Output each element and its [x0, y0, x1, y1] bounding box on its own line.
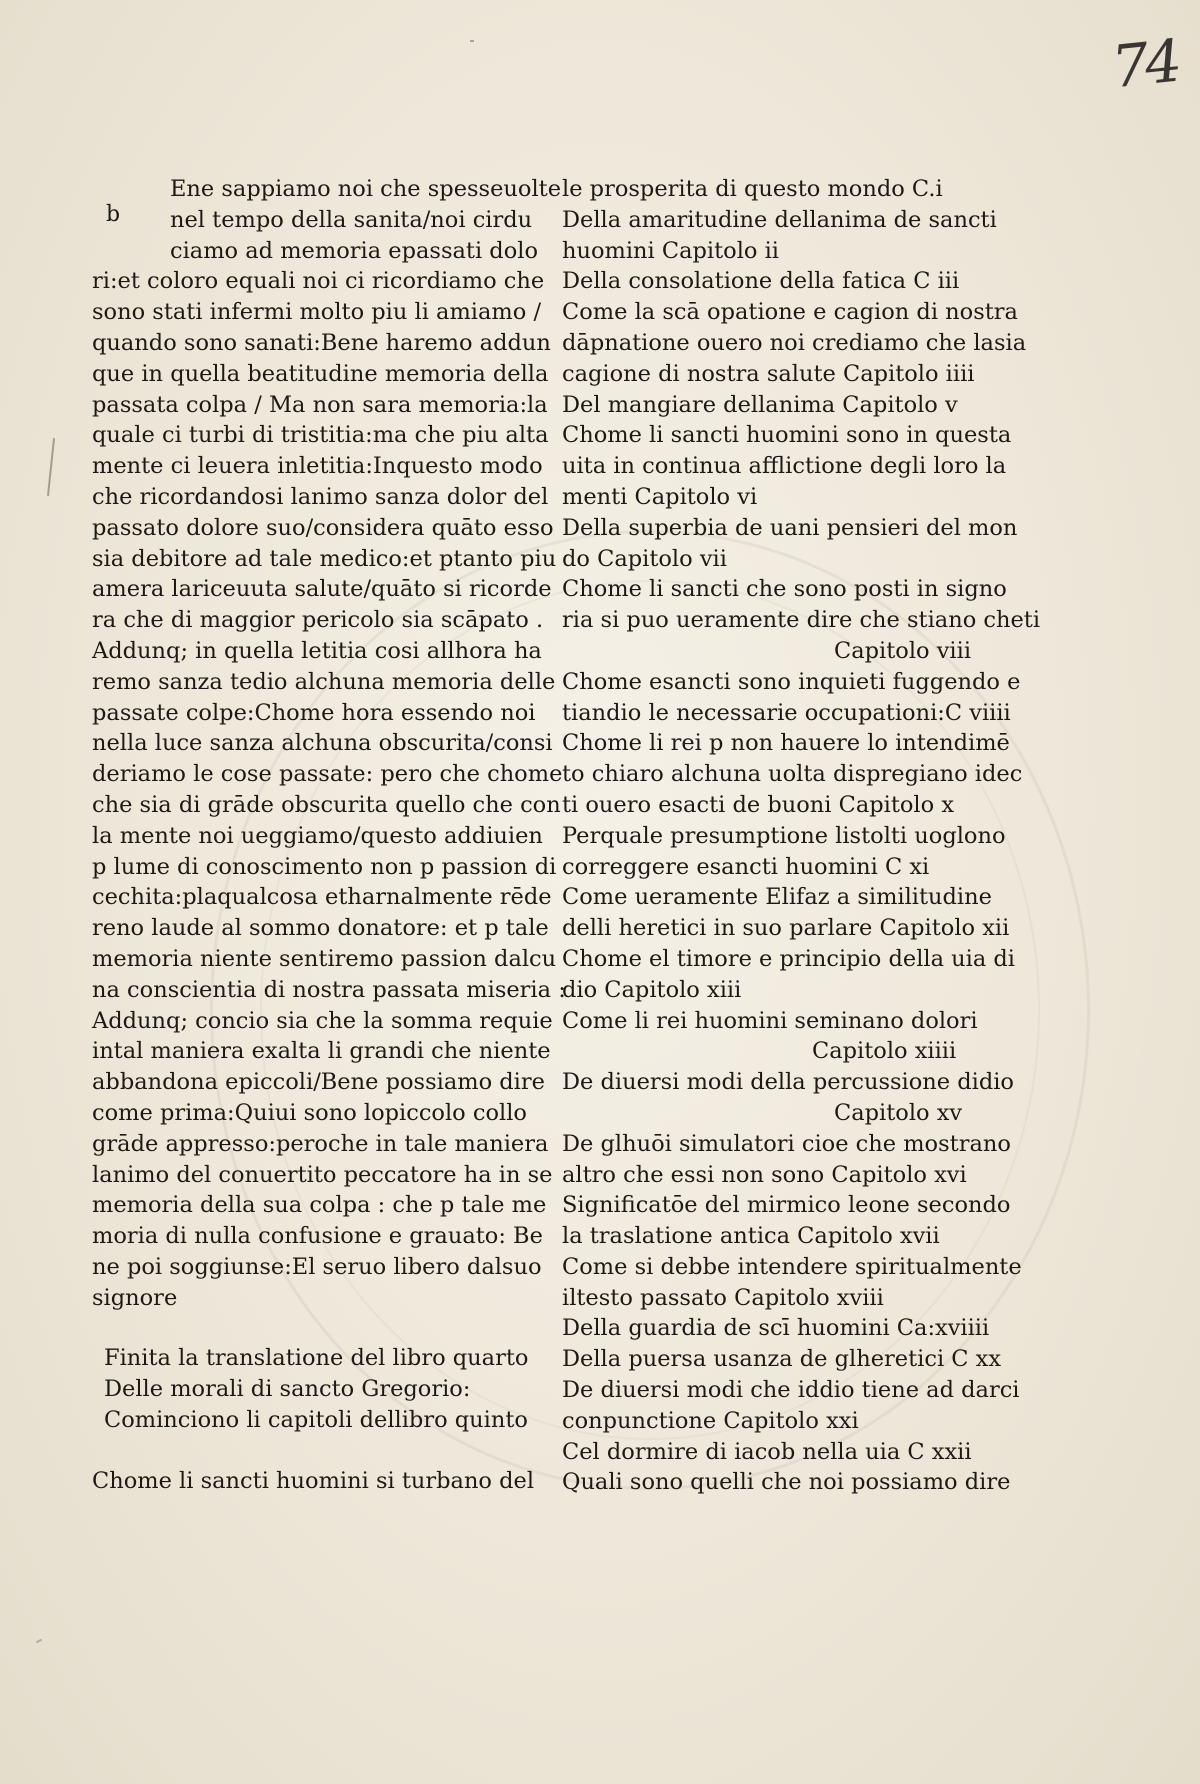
text-line: p lume di conoscimento non p passion di — [92, 853, 557, 880]
chapter-entry: la traslatione antica Capitolo xvii — [562, 1223, 940, 1250]
text-line: signore — [92, 1284, 178, 1311]
chapter-entry: Come la scā opatione e cagion di nostra — [562, 299, 1018, 326]
chapter-entry: Cel dormire di iacob nella uia C xxii — [562, 1438, 972, 1465]
text-line: sono stati infermi molto piu li amiamo / — [92, 299, 542, 326]
text-line: na conscientia di nostra passata miseria : — [92, 976, 566, 1003]
chapter-entry: Della amaritudine dellanima de sancti — [562, 206, 997, 233]
chapter-entry: De diuersi modi che iddio tiene ad darci — [562, 1377, 1020, 1404]
colophon-line: Finita la translatione del libro quarto — [104, 1345, 529, 1372]
text-line: mente ci leuera inletitia:Inquesto modo — [92, 453, 543, 480]
text-line: ne poi soggiunse:El seruo libero dalsuo — [92, 1253, 542, 1280]
chapter-entry: Capitolo xiiii — [812, 1038, 957, 1065]
chapter-entry: Come li rei huomini seminano dolori — [562, 1007, 978, 1034]
chapter-entry: Capitolo viii — [834, 637, 972, 664]
chapter-entry: dio Capitolo xiii — [562, 976, 742, 1003]
text-line: ri:et coloro equali noi ci ricordiamo che — [92, 268, 545, 295]
chapter-entry: Della puersa usanza de glheretici C xx — [562, 1346, 1002, 1373]
colophon-line: Delle morali di sancto Gregorio: — [104, 1376, 471, 1403]
chapter-entry: ria si puo ueramente dire che stiano cheti — [562, 607, 1041, 634]
text-line: passato dolore suo/considera quāto esso — [92, 514, 554, 541]
chapter-entry: altro che essi non sono Capitolo xvi — [562, 1161, 967, 1188]
chapter-entry: to chiaro alchuna uolta dispregiano idec — [562, 761, 1023, 788]
text-line: passate colpe:Chome hora essendo noi — [92, 699, 536, 726]
chapter-entry: Del mangiare dellanima Capitolo v — [562, 391, 958, 418]
text-line: memoria della sua colpa : che p tale me — [92, 1192, 547, 1219]
chapter-entry: Della superbia de uani pensieri del mon — [562, 514, 1018, 541]
paper-speck — [470, 40, 474, 42]
chapter-entry: conpunctione Capitolo xxi — [562, 1407, 859, 1434]
text-line: cechita:plaqualcosa etharnalmente rēde — [92, 884, 552, 911]
chapter-entry: Chome el timore e principio della uia di — [562, 945, 1015, 972]
chapter-entry: De diuersi modi della percussione didio — [562, 1069, 1014, 1096]
chapter-entry: Della guardia de scī huomini Ca:xviiii — [562, 1315, 990, 1342]
text-line: passata colpa / Ma non sara memoria:la — [92, 391, 548, 418]
chapter-entry: uita in continua afflictione degli loro la — [562, 453, 1007, 480]
margin-mark — [47, 438, 55, 496]
text-line: che ricordandosi lanimo sanza dolor del — [92, 483, 549, 510]
chapter-entry: ti ouero esacti de buoni Capitolo x — [562, 791, 955, 818]
text-line: nel tempo della sanita/noi cirdu — [170, 206, 533, 233]
chapter-entry: correggere esancti huomini C xi — [562, 853, 930, 880]
left-text-column — [92, 174, 566, 1497]
chapter-entry: huomini Capitolo ii — [562, 237, 780, 264]
chapter-entry: iltesto passato Capitolo xviii — [562, 1284, 884, 1311]
text-line: nella luce sanza alchuna obscurita/consi — [92, 730, 553, 757]
chapter-entry: tiandio le necessarie occupationi:C viiii — [562, 699, 1011, 726]
chapter-entry: delli heretici in suo parlare Capitolo xii — [562, 915, 1010, 942]
text-line: deriamo le cose passate: pero che chome — [92, 761, 563, 788]
paragraph-gap — [92, 1436, 566, 1466]
text-line: quale ci turbi di tristitia:ma che piu alta — [92, 422, 549, 449]
chapter-entry: Chome li sancti che sono posti in signo — [562, 576, 1007, 603]
chapter-entry: cagione di nostra salute Capitolo iiii — [562, 360, 975, 387]
paper-speck — [36, 1639, 42, 1644]
text-line: lanimo del conuertito peccatore ha in se — [92, 1161, 553, 1188]
text-line: sia debitore ad tale medico:et ptanto piu — [92, 545, 557, 572]
text-line: Addunq; in quella letitia cosi allhora ha — [92, 637, 542, 664]
text-line: Ene sappiamo noi che spesseuolte — [170, 176, 562, 202]
text-line: ciamo ad memoria epassati dolo — [170, 237, 538, 264]
right-text-column — [562, 174, 1040, 1498]
colophon-line: Cominciono li capitoli dellibro quinto — [104, 1407, 528, 1434]
text-line: intal maniera exalta li grandi che niente — [92, 1038, 551, 1065]
chapter-entry: menti Capitolo vi — [562, 483, 758, 510]
text-line: che sia di grāde obscurita quello che con — [92, 791, 561, 818]
chapter-entry: le prosperita di questo mondo C.i — [562, 176, 943, 202]
initial-guide-letter: b — [106, 202, 121, 227]
text-line: abbandona epiccoli/Bene possiamo dire — [92, 1069, 545, 1096]
text-line: ra che di maggior pericolo sia scāpato . — [92, 607, 544, 634]
folio-number: 74 — [1108, 26, 1182, 102]
chapter-one-title-start: Chome li sancti huomini si turbano del — [92, 1467, 535, 1494]
text-line: amera lariceuuta salute/quāto si ricorde — [92, 576, 552, 603]
chapter-entry: Chome li sancti huomini sono in questa — [562, 422, 1012, 449]
text-line: reno laude al sommo donatore: et p tale — [92, 915, 549, 942]
text-line: remo sanza tedio alchuna memoria delle — [92, 668, 556, 695]
chapter-entry: Significatōe del mirmico leone secondo — [562, 1192, 1011, 1219]
text-line: memoria niente sentiremo passion dalcu — [92, 945, 557, 972]
text-line: Addunq; concio sia che la somma requie — [92, 1007, 553, 1034]
chapter-entry: do Capitolo vii — [562, 545, 727, 572]
text-line: quando sono sanati:Bene haremo addun — [92, 329, 551, 356]
chapter-entry: Perquale presumptione listolti uoglono — [562, 822, 1006, 849]
text-line: moria di nulla confusione e grauato: Be — [92, 1223, 543, 1250]
chapter-entry: Capitolo xv — [834, 1099, 963, 1126]
chapter-entry: Della consolatione della fatica C iii — [562, 268, 960, 295]
text-line: que in quella beatitudine memoria della — [92, 360, 549, 387]
text-line: la mente noi ueggiamo/questo addiuien — [92, 822, 543, 849]
chapter-entry: Chome esancti sono inquieti fuggendo e — [562, 668, 1021, 695]
paragraph-gap — [92, 1313, 566, 1343]
chapter-entry: De glhuōi simulatori cioe che mostrano — [562, 1130, 1011, 1157]
text-line: come prima:Quiui sono lopiccolo collo — [92, 1099, 527, 1126]
chapter-entry: Chome li rei p non hauere lo intendimē — [562, 730, 1010, 757]
chapter-entry: Come ueramente Elifaz a similitudine — [562, 884, 992, 911]
chapter-entry: dāpnatione ouero noi crediamo che lasia — [562, 329, 1027, 356]
chapter-entry: Come si debbe intendere spiritualmente — [562, 1253, 1022, 1280]
text-line: grāde appresso:peroche in tale maniera — [92, 1130, 549, 1157]
chapter-entry: Quali sono quelli che noi possiamo dire — [562, 1469, 1011, 1496]
